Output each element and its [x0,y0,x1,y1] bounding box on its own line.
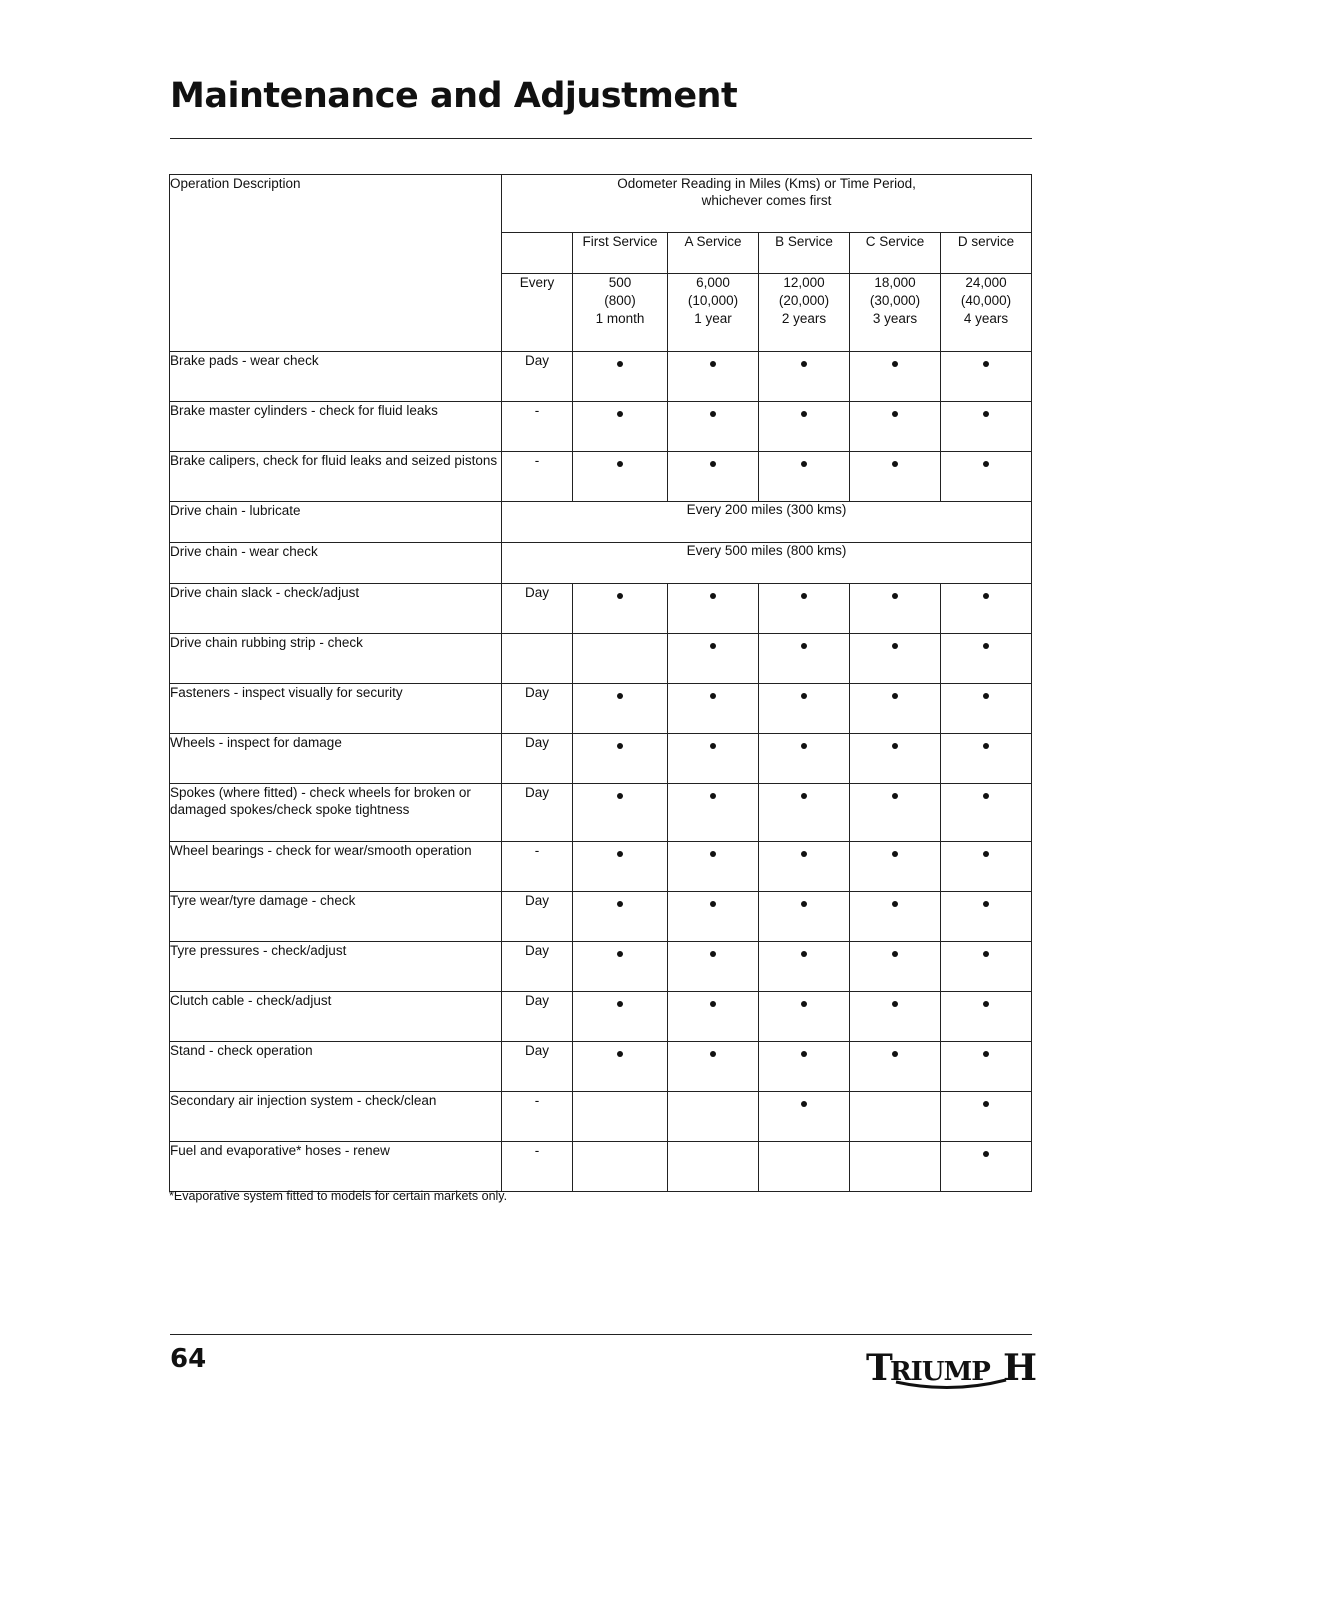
service-mark-cell [668,1042,759,1092]
service-mark-cell [941,842,1032,892]
bullet-icon [801,1051,807,1057]
bullet-icon [801,743,807,749]
bullet-icon [617,693,623,699]
op-header-cell [170,175,502,352]
service-mark-cell [759,584,850,634]
bullet-icon [710,1001,716,1007]
column-header-c-service: C Service [865,234,925,249]
table-row [170,452,1032,502]
every-cell [502,352,573,402]
service-mark-cell [759,892,850,942]
table-row [170,734,1032,784]
service-mark-cell [759,402,850,452]
operation-cell [170,502,502,543]
column-header-b-service: B Service [775,234,833,249]
service-mark-cell [573,842,668,892]
bullet-icon [710,851,716,857]
service-mark-cell [941,1042,1032,1092]
op-header: Operation Description [170,176,301,191]
column-header [941,233,1032,274]
bullet-icon [710,951,716,957]
interval-kms: (800) [604,293,636,308]
service-mark-cell [941,402,1032,452]
interval-cell [850,274,941,352]
every-value: Day [524,893,549,908]
service-mark-cell [850,452,941,502]
service-mark-cell [850,1142,941,1192]
interval-note-cell [502,543,1032,584]
bullet-icon [892,851,898,857]
every-cell [502,1092,573,1142]
every-value: Day [524,1043,549,1058]
every-cell [502,784,573,842]
operation-cell [170,1142,502,1192]
service-mark-cell [573,1142,668,1192]
service-mark-cell [573,734,668,784]
bullet-icon [801,1001,807,1007]
table-row [170,502,1032,543]
svg-text:T: T [866,1347,893,1389]
service-mark-cell [759,1092,850,1142]
every-cell [502,734,573,784]
service-mark-cell [668,734,759,784]
service-mark-cell [668,1092,759,1142]
footnote: *Evaporative system fitted to models for certain markets only. [169,1189,508,1203]
bullet-icon [983,411,989,417]
service-mark-cell [941,452,1032,502]
interval-cell [941,274,1032,352]
every-value: - [534,1093,540,1108]
header-row-1 [170,175,1032,233]
service-mark-cell [759,784,850,842]
bullet-icon [710,743,716,749]
interval-miles: 500 [608,275,632,290]
service-mark-cell [759,1042,850,1092]
interval-cell [668,274,759,352]
operation-cell [170,942,502,992]
service-mark-cell [668,1142,759,1192]
interval-cell [759,274,850,352]
bullet-icon [983,1001,989,1007]
every-value: - [534,403,540,418]
bullet-icon [710,411,716,417]
operation-cell [170,452,502,502]
service-mark-cell [668,842,759,892]
bullet-icon [617,593,623,599]
interval-kms: (10,000) [687,293,739,308]
service-mark-cell [573,892,668,942]
table-row [170,892,1032,942]
service-mark-cell [759,634,850,684]
table-row [170,942,1032,992]
bullet-icon [617,461,623,467]
bullet-icon [983,643,989,649]
service-mark-cell [941,1142,1032,1192]
operation-cell [170,734,502,784]
column-header [759,233,850,274]
service-mark-cell [759,842,850,892]
operation-description: Tyre pressures - check/adjust [170,943,347,958]
bullet-icon [983,593,989,599]
interval-time: 1 year [694,311,732,326]
service-mark-cell [668,452,759,502]
bullet-icon [892,411,898,417]
interval-miles: 24,000 [965,275,1007,290]
table-row [170,1092,1032,1142]
bullet-icon [801,593,807,599]
bullet-icon [892,793,898,799]
every-value: Day [524,993,549,1008]
bullet-icon [801,361,807,367]
column-header-d-service: D service [957,234,1015,249]
every-cell [502,1042,573,1092]
service-mark-cell [941,584,1032,634]
operation-description: Drive chain - lubricate [170,503,301,518]
bullet-icon [801,901,807,907]
bullet-icon [892,743,898,749]
operation-cell [170,684,502,734]
table-row [170,1142,1032,1192]
odometer-header-line1: Odometer Reading in Miles (Kms) or Time Period, [617,176,916,191]
bullet-icon [801,643,807,649]
bullet-icon [983,361,989,367]
service-mark-cell [668,684,759,734]
page-title: Maintenance and Adjustment [170,76,738,116]
operation-description: Secondary air injection system - check/clean [170,1093,437,1108]
service-mark-cell [850,634,941,684]
every-value: Day [524,685,549,700]
service-mark-cell [850,684,941,734]
operation-description: Wheels - inspect for damage [170,735,342,750]
every-cell [502,1142,573,1192]
bullet-icon [617,743,623,749]
service-mark-cell [759,352,850,402]
every-value: - [534,453,540,468]
interval-time: 2 years [781,311,827,326]
table-row [170,584,1032,634]
service-mark-cell [941,784,1032,842]
operation-cell [170,784,502,842]
bullet-icon [892,643,898,649]
column-header-first-service: First Service [582,234,658,249]
table-row [170,992,1032,1042]
triumph-logo-icon [866,1344,1038,1394]
service-mark-cell [850,734,941,784]
operation-description: Brake calipers, check for fluid leaks and seized pistons [170,453,498,468]
bullet-icon [983,851,989,857]
service-mark-cell [850,584,941,634]
bullet-icon [617,793,623,799]
bullet-icon [801,851,807,857]
every-cell [502,842,573,892]
every-cell [502,942,573,992]
service-mark-cell [759,734,850,784]
bullet-icon [892,951,898,957]
bullet-icon [892,901,898,907]
operation-cell [170,543,502,584]
service-mark-cell [850,352,941,402]
service-mark-cell [668,584,759,634]
interval-note: Every 500 miles (800 kms) [686,543,847,558]
service-mark-cell [941,1092,1032,1142]
operation-cell [170,892,502,942]
interval-miles: 18,000 [874,275,916,290]
page-number: 64 [170,1344,207,1374]
every-value: Day [524,585,549,600]
bullet-icon [801,793,807,799]
service-mark-cell [941,634,1032,684]
every-value: Day [524,353,549,368]
table-row [170,784,1032,842]
bullet-icon [801,951,807,957]
every-cell [502,402,573,452]
service-mark-cell [573,942,668,992]
every-cell [502,892,573,942]
interval-kms: (40,000) [960,293,1012,308]
interval-miles: 6,000 [696,275,730,290]
column-header [850,233,941,274]
operation-description: Clutch cable - check/adjust [170,993,332,1008]
operation-description: Stand - check operation [170,1043,313,1058]
interval-time: 3 years [872,311,918,326]
bullet-icon [983,951,989,957]
service-mark-cell [759,942,850,992]
column-header [668,233,759,274]
service-mark-cell [573,1042,668,1092]
service-mark-cell [573,784,668,842]
bullet-icon [710,593,716,599]
every-cell [502,684,573,734]
bullet-icon [892,1051,898,1057]
svg-text:RIUMP: RIUMP [890,1357,990,1387]
service-mark-cell [668,992,759,1042]
table-row [170,1042,1032,1092]
operation-cell [170,352,502,402]
every-value: Day [524,785,549,800]
service-mark-cell [668,784,759,842]
bullet-icon [801,461,807,467]
service-mark-cell [850,402,941,452]
service-mark-cell [941,684,1032,734]
bullet-icon [983,743,989,749]
bullet-icon [892,593,898,599]
service-mark-cell [850,1042,941,1092]
service-mark-cell [573,684,668,734]
every-value: - [534,1143,540,1158]
bullet-icon [617,901,623,907]
service-mark-cell [941,892,1032,942]
service-mark-cell [850,842,941,892]
bullet-icon [710,1051,716,1057]
service-mark-cell [573,402,668,452]
table-row [170,543,1032,584]
operation-description: Spokes (where fitted) - check wheels for broken or damaged spokes/check spoke tightness [170,785,471,817]
bullet-icon [983,901,989,907]
bullet-icon [983,1101,989,1107]
service-mark-cell [668,352,759,402]
service-mark-cell [850,942,941,992]
every-value: - [534,843,540,858]
operation-cell [170,634,502,684]
service-mark-cell [573,1092,668,1142]
interval-kms: (20,000) [778,293,830,308]
service-mark-cell [668,942,759,992]
bullet-icon [801,1101,807,1107]
odometer-header-cell [502,175,1032,233]
service-mark-cell [850,892,941,942]
bullet-icon [710,693,716,699]
interval-kms: (30,000) [869,293,921,308]
operation-description: Fuel and evaporative* hoses - renew [170,1143,390,1158]
blank-header-cell [502,233,573,274]
operation-cell [170,1092,502,1142]
every-value: Day [524,735,549,750]
maintenance-schedule-table [169,174,1032,1192]
table-row [170,402,1032,452]
operation-cell [170,584,502,634]
service-mark-cell [573,452,668,502]
service-mark-cell [668,402,759,452]
table-row [170,634,1032,684]
operation-cell [170,1042,502,1092]
operation-description: Drive chain slack - check/adjust [170,585,360,600]
service-mark-cell [573,992,668,1042]
bullet-icon [892,461,898,467]
operation-cell [170,402,502,452]
svg-text:H: H [1003,1347,1038,1389]
interval-note-cell [502,502,1032,543]
bullet-icon [983,793,989,799]
bullet-icon [617,1001,623,1007]
interval-miles: 12,000 [783,275,825,290]
service-mark-cell [668,892,759,942]
header-rule [170,138,1032,139]
bullet-icon [710,361,716,367]
operation-description: Wheel bearings - check for wear/smooth operation [170,843,472,858]
bullet-icon [801,693,807,699]
operation-description: Drive chain rubbing strip - check [170,635,363,650]
service-mark-cell [941,992,1032,1042]
bullet-icon [983,1051,989,1057]
service-mark-cell [573,584,668,634]
service-mark-cell [759,1142,850,1192]
service-mark-cell [941,734,1032,784]
interval-cell [573,274,668,352]
bullet-icon [710,793,716,799]
odometer-header-line2: whichever comes first [701,193,832,208]
footer-rule [170,1334,1032,1335]
operation-cell [170,992,502,1042]
operation-description: Drive chain - wear check [170,544,318,559]
bullet-icon [710,643,716,649]
triumph-logo [866,1344,1038,1394]
operation-cell [170,842,502,892]
every-cell [502,992,573,1042]
column-header-a-service: A Service [684,234,742,249]
bullet-icon [892,361,898,367]
every-cell [502,452,573,502]
service-mark-cell [850,992,941,1042]
bullet-icon [892,693,898,699]
bullet-icon [983,693,989,699]
every-value: Day [524,943,549,958]
operation-description: Brake pads - wear check [170,353,319,368]
every-label: Every [519,275,555,290]
column-header [573,233,668,274]
service-mark-cell [850,1092,941,1142]
bullet-icon [983,461,989,467]
bullet-icon [617,1051,623,1057]
every-cell [502,634,573,684]
operation-description: Tyre wear/tyre damage - check [170,893,356,908]
every-header-cell [502,274,573,352]
bullet-icon [617,411,623,417]
service-mark-cell [573,352,668,402]
bullet-icon [617,361,623,367]
bullet-icon [892,1001,898,1007]
service-mark-cell [941,352,1032,402]
bullet-icon [617,851,623,857]
bullet-icon [710,901,716,907]
bullet-icon [617,951,623,957]
operation-description: Brake master cylinders - check for fluid leaks [170,403,438,418]
every-cell [502,584,573,634]
table-row [170,352,1032,402]
interval-time: 1 month [595,311,645,326]
bullet-icon [801,411,807,417]
table-row [170,684,1032,734]
interval-note: Every 200 miles (300 kms) [686,502,847,517]
interval-time: 4 years [963,311,1009,326]
service-mark-cell [850,784,941,842]
service-mark-cell [759,992,850,1042]
bullet-icon [983,1151,989,1157]
service-mark-cell [573,634,668,684]
service-mark-cell [668,634,759,684]
operation-description: Fasteners - inspect visually for security [170,685,403,700]
service-mark-cell [759,684,850,734]
bullet-icon [710,461,716,467]
service-mark-cell [759,452,850,502]
service-mark-cell [941,942,1032,992]
table-row [170,842,1032,892]
